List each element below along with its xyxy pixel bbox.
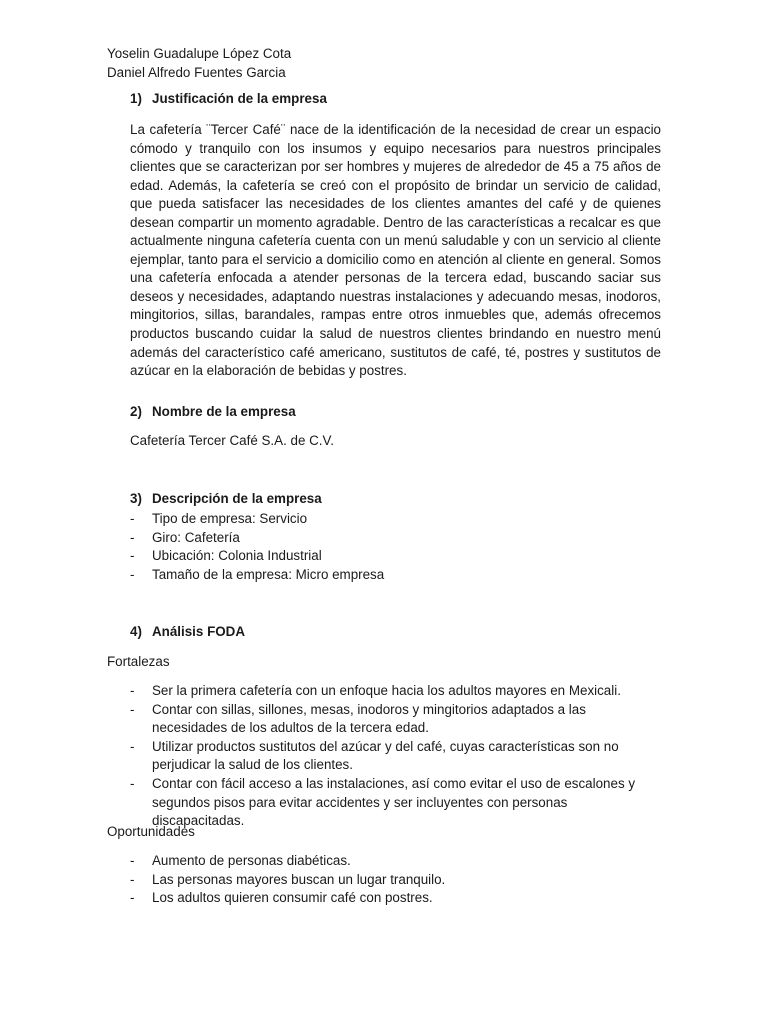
section-title: Nombre de la empresa — [152, 404, 296, 419]
list-item — [130, 682, 661, 701]
section-title: Análisis FODA — [152, 624, 246, 639]
list-item-text: Utilizar productos sustitutos del azúcar y del café, cuyas características son no perjudicar la salud de los clientes. — [152, 738, 619, 773]
justificacion-paragraph: La cafetería ¨Tercer Café¨ nace de la identificación de la necesidad de crear un espacio cómodo y tranquilo con los insumos y equipo necesarios para nuestros principales clientes que se caracterizan por ser hombres y mujeres de alrededor de 45 a 75 años de edad. Además, la cafetería se creó con el propósito de brindar un servicio de calidad, que pueda satisfacer las necesidades de los clientes amantes del café y de quienes desean compartir un momento agradable. Dentro de las características a recalcar es que actualmente ninguna cafetería cuenta con un menú saludable y con un servicio al cliente ejemplar, tanto para el servicio a domicilio como en atención al cliente en general. Somos una cafetería enfocada a atender personas de la tercera edad, buscando saciar sus deseos y necesidades, adaptando nuestras instalaciones y adecuando mesas, inodoros, mingitorios, sillas, barandales, rampas entre otros inmuebles que, además ofrecemos productos buscando cuidar la salud de nuestros clientes brindando en nuestro menú además del característico café americano, sustitutos de café, té, postres y sustitutos de azúcar en la elaboración de bebidas y postres. — [130, 122, 661, 379]
section-heading-nombre — [130, 404, 296, 419]
list-dash: - — [130, 890, 135, 906]
list-item — [130, 510, 661, 529]
list-item-text: Tipo de empresa: Servicio — [152, 511, 308, 526]
author-name: Daniel Alfredo Fuentes Garcia — [107, 64, 286, 80]
list-item-text: Tamaño de la empresa: Micro empresa — [152, 566, 385, 582]
oportunidades-label: Oportunidades — [107, 824, 195, 839]
section-number: 4) — [130, 624, 142, 639]
list-item-text: Giro: Cafetería — [152, 529, 240, 545]
list-item — [130, 547, 661, 566]
list-item — [130, 871, 661, 890]
list-dash: - — [130, 566, 135, 582]
list-item — [130, 775, 661, 831]
list-item — [130, 889, 661, 908]
list-item-text: Aumento de personas diabéticas. — [152, 853, 351, 868]
section-number: 3) — [130, 491, 142, 506]
list-dash: - — [130, 775, 135, 791]
list-item — [130, 852, 661, 871]
company-name: Cafetería Tercer Café S.A. de C.V. — [130, 433, 334, 448]
list-item — [130, 529, 661, 548]
list-dash: - — [130, 683, 135, 698]
section-heading-descripcion — [130, 491, 322, 506]
list-dash: - — [130, 701, 135, 717]
list-item-text: Contar con sillas, sillones, mesas, inodoros y mingitorios adaptados a las necesidades de los adultos de la tercera edad. — [152, 701, 586, 736]
section-title: Descripción de la empresa — [152, 491, 322, 506]
list-dash: - — [130, 853, 135, 868]
list-dash: - — [130, 738, 135, 754]
list-dash: - — [130, 871, 135, 887]
list-item — [130, 738, 661, 775]
oportunidades-list — [130, 852, 661, 908]
list-dash: - — [130, 548, 135, 564]
descripcion-list — [130, 510, 661, 584]
list-item-text: Los adultos quieren consumir café con postres. — [152, 890, 433, 906]
fortalezas-list — [130, 682, 661, 831]
list-item-text: Contar con fácil acceso a las instalaciones, así como evitar el uso de escalones y segundos pisos para evitar accidentes y ser incluyentes con personas discapacitadas. — [152, 775, 636, 829]
section-number: 1) — [130, 91, 142, 106]
section-title: Justificación de la empresa — [152, 91, 327, 106]
list-dash: - — [130, 511, 135, 526]
authors-block — [107, 45, 291, 82]
section-number: 2) — [130, 404, 142, 419]
author-name: Yoselin Guadalupe López Cota — [107, 46, 292, 61]
list-item-text: Las personas mayores buscan un lugar tranquilo. — [152, 871, 446, 887]
list-item-text: Ubicación: Colonia Industrial — [152, 548, 322, 564]
list-item — [130, 566, 661, 585]
section-heading-foda — [130, 624, 245, 639]
list-dash: - — [130, 529, 135, 545]
section-heading-justificacion — [130, 91, 327, 106]
list-item — [130, 701, 661, 738]
fortalezas-label: Fortalezas — [107, 654, 170, 669]
list-item-text: Ser la primera cafetería con un enfoque hacia los adultos mayores en Mexicali. — [152, 683, 621, 698]
